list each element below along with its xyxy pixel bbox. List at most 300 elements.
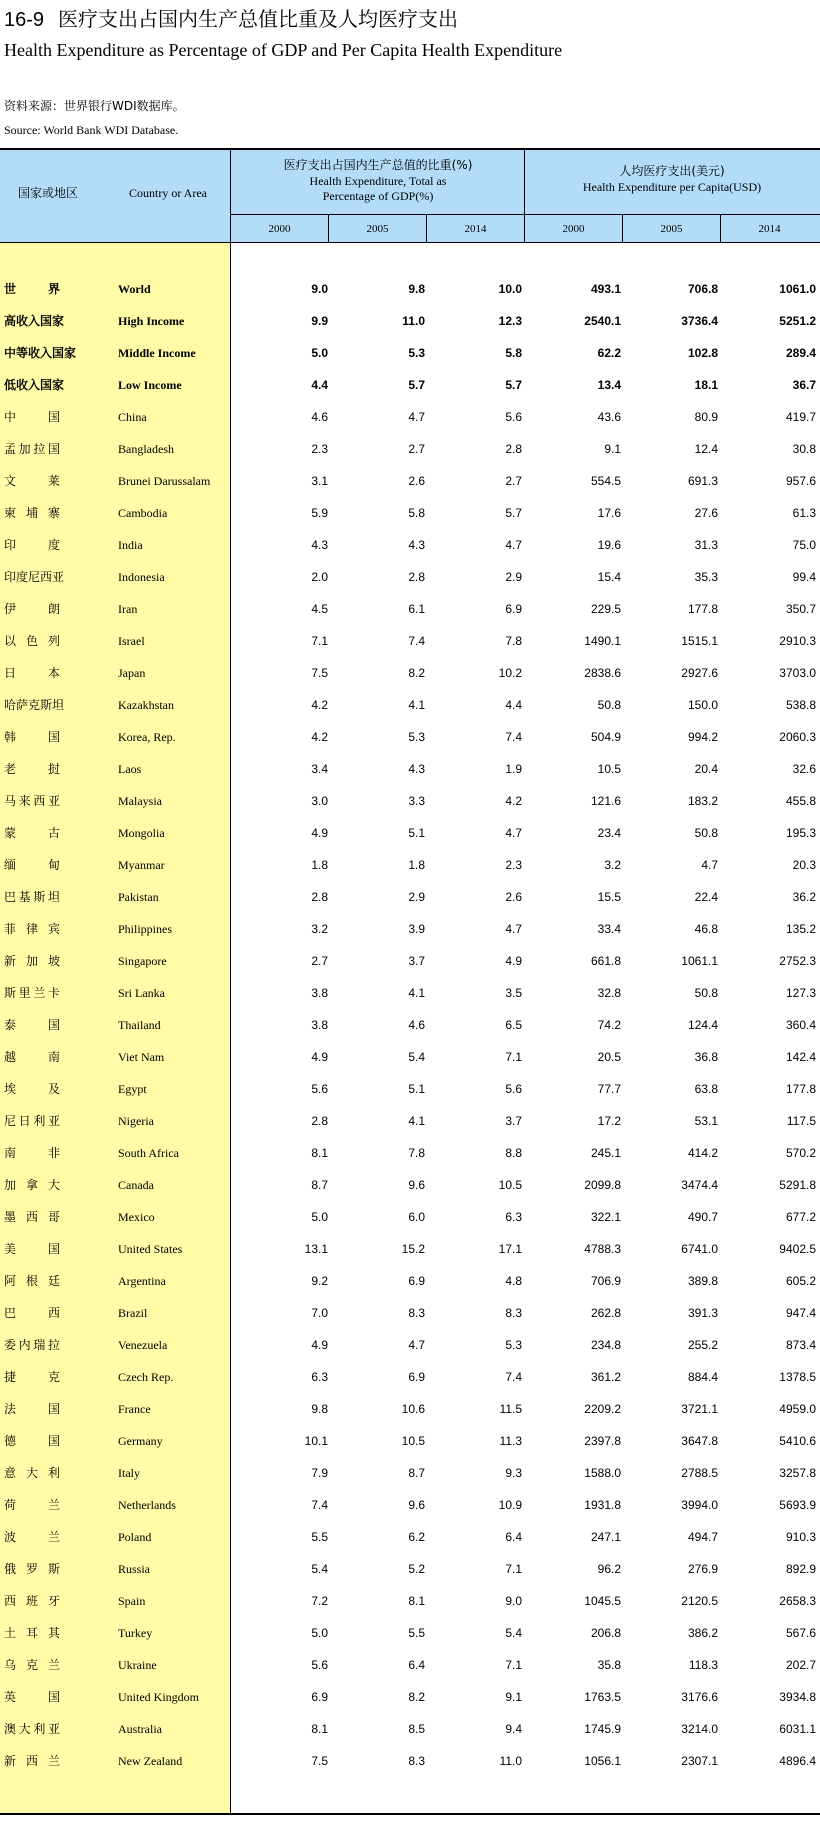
row-value: 2.0 bbox=[311, 570, 328, 584]
row-value: 135.2 bbox=[785, 922, 816, 936]
row-value: 7.4 bbox=[408, 634, 425, 648]
row-value: 8.2 bbox=[408, 666, 425, 680]
row-value: 35.8 bbox=[597, 1658, 621, 1672]
row-value: 7.8 bbox=[505, 634, 522, 648]
row-value: 6.4 bbox=[505, 1530, 522, 1544]
table-body bbox=[0, 273, 820, 1777]
row-value: 6.1 bbox=[408, 602, 425, 616]
table-bottom-rule bbox=[0, 1813, 820, 1815]
row-value: 206.8 bbox=[590, 1626, 621, 1640]
row-value: 994.2 bbox=[687, 730, 718, 744]
row-value: 3.7 bbox=[408, 954, 425, 968]
row-value: 150.0 bbox=[687, 698, 718, 712]
table-row bbox=[0, 1073, 820, 1105]
table-row bbox=[0, 1393, 820, 1425]
row-value: 605.2 bbox=[785, 1274, 816, 1288]
row-value: 1588.0 bbox=[584, 1466, 621, 1480]
row-value: 17.1 bbox=[498, 1242, 522, 1256]
row-region-en: Middle Income bbox=[118, 346, 196, 360]
row-value: 262.8 bbox=[590, 1306, 621, 1320]
row-region-en: Kazakhstan bbox=[118, 698, 174, 712]
row-region-en: United Kingdom bbox=[118, 1690, 199, 1704]
row-value: 3.9 bbox=[408, 922, 425, 936]
title-cn-text: 医疗支出占国内生产总值比重及人均医疗支出 bbox=[58, 7, 459, 31]
row-region-en: Italy bbox=[118, 1466, 140, 1480]
row-value: 5.8 bbox=[408, 506, 425, 520]
row-value: 5.6 bbox=[311, 1082, 328, 1096]
row-value: 706.8 bbox=[687, 282, 718, 296]
table-row bbox=[0, 721, 820, 753]
row-value: 4.6 bbox=[408, 1018, 425, 1032]
header-group1-en-line1: Health Expenditure, Total as bbox=[309, 174, 447, 188]
row-value: 46.8 bbox=[694, 922, 718, 936]
row-value: 13.1 bbox=[304, 1242, 328, 1256]
row-value: 276.9 bbox=[687, 1562, 718, 1576]
row-value: 3.1 bbox=[311, 474, 328, 488]
row-value: 7.4 bbox=[505, 1370, 522, 1384]
row-value: 20.5 bbox=[597, 1050, 621, 1064]
page-title-cn bbox=[4, 6, 458, 33]
row-value: 3.0 bbox=[311, 794, 328, 808]
row-region-en: Canada bbox=[118, 1178, 154, 1192]
table-row bbox=[0, 913, 820, 945]
row-value: 1763.5 bbox=[584, 1690, 621, 1704]
row-value: 2397.8 bbox=[584, 1434, 621, 1448]
row-value: 4.2 bbox=[311, 698, 328, 712]
row-region-en: High Income bbox=[118, 314, 185, 328]
row-value: 322.1 bbox=[590, 1210, 621, 1224]
table-row bbox=[0, 1521, 820, 1553]
row-region-en: Iran bbox=[118, 602, 138, 616]
row-value: 873.4 bbox=[785, 1338, 816, 1352]
row-value: 9402.5 bbox=[779, 1242, 816, 1256]
row-value: 9.3 bbox=[505, 1466, 522, 1480]
row-value: 661.8 bbox=[590, 954, 621, 968]
row-value: 4.3 bbox=[408, 762, 425, 776]
table-row bbox=[0, 1297, 820, 1329]
table-row bbox=[0, 1041, 820, 1073]
row-value: 3703.0 bbox=[779, 666, 816, 680]
row-value: 7.4 bbox=[505, 730, 522, 744]
row-region-en: Czech Rep. bbox=[118, 1370, 174, 1384]
row-value: 6.9 bbox=[408, 1370, 425, 1384]
table-row bbox=[0, 1009, 820, 1041]
row-value: 4.8 bbox=[505, 1274, 522, 1288]
row-value: 36.2 bbox=[792, 890, 816, 904]
row-value: 2.8 bbox=[408, 570, 425, 584]
row-value: 3.5 bbox=[505, 986, 522, 1000]
row-region-en: Philippines bbox=[118, 922, 173, 936]
header-region-en: Country or Area bbox=[129, 186, 207, 200]
row-value: 6.0 bbox=[408, 1210, 425, 1224]
row-region-cn: 俄罗斯 bbox=[4, 1562, 60, 1576]
row-value: 5.7 bbox=[505, 506, 522, 520]
year-header: 2014 bbox=[758, 223, 781, 235]
row-region-en: Singapore bbox=[118, 954, 167, 968]
row-region-en: Nigeria bbox=[118, 1114, 154, 1128]
row-value: 7.1 bbox=[311, 634, 328, 648]
row-value: 2307.1 bbox=[681, 1754, 718, 1768]
table-row bbox=[0, 625, 820, 657]
row-value: 494.7 bbox=[687, 1530, 718, 1544]
row-region-cn: 日本 bbox=[4, 666, 60, 680]
row-value: 4.1 bbox=[408, 698, 425, 712]
row-value: 6.3 bbox=[505, 1210, 522, 1224]
row-region-en: Netherlands bbox=[118, 1498, 176, 1512]
year-header: 2000 bbox=[268, 223, 291, 235]
row-value: 3474.4 bbox=[681, 1178, 718, 1192]
row-value: 8.2 bbox=[408, 1690, 425, 1704]
row-value: 455.8 bbox=[785, 794, 816, 808]
row-value: 96.2 bbox=[597, 1562, 621, 1576]
row-value: 183.2 bbox=[687, 794, 718, 808]
row-region-cn: 印度 bbox=[4, 538, 60, 552]
row-region-en: Australia bbox=[118, 1722, 162, 1736]
row-value: 118.3 bbox=[688, 1658, 718, 1672]
header-region-cn: 国家或地区 bbox=[17, 186, 78, 200]
row-value: 7.9 bbox=[311, 1466, 328, 1480]
row-value: 36.7 bbox=[792, 378, 816, 392]
row-value: 3.4 bbox=[311, 762, 328, 776]
row-region-cn: 哈萨克斯坦 bbox=[4, 698, 65, 712]
row-value: 3.8 bbox=[311, 1018, 328, 1032]
header-group2-en: Health Expenditure per Capita(USD) bbox=[582, 180, 762, 194]
table-row bbox=[0, 401, 820, 433]
row-region-cn: 世界 bbox=[4, 282, 60, 296]
row-value: 1.8 bbox=[311, 858, 328, 872]
row-value: 1061.1 bbox=[681, 954, 718, 968]
table-row bbox=[0, 1361, 820, 1393]
row-value: 4.3 bbox=[311, 538, 328, 552]
row-region-en: Japan bbox=[118, 666, 146, 680]
row-value: 9.2 bbox=[311, 1274, 328, 1288]
row-value: 10.5 bbox=[401, 1434, 425, 1448]
row-value: 350.7 bbox=[785, 602, 816, 616]
row-region-cn: 菲律宾 bbox=[4, 922, 60, 936]
row-value: 12.4 bbox=[694, 442, 718, 456]
row-value: 53.1 bbox=[694, 1114, 718, 1128]
row-value: 1061.0 bbox=[779, 282, 816, 296]
row-value: 2658.3 bbox=[779, 1594, 816, 1608]
row-region-cn: 文莱 bbox=[4, 474, 60, 488]
row-value: 8.7 bbox=[408, 1466, 425, 1480]
row-value: 570.2 bbox=[785, 1146, 816, 1160]
row-region-cn: 低收入国家 bbox=[4, 378, 65, 392]
row-value: 8.3 bbox=[408, 1306, 425, 1320]
table-row bbox=[0, 561, 820, 593]
row-region-cn: 巴西 bbox=[4, 1306, 60, 1320]
row-value: 8.1 bbox=[408, 1594, 425, 1608]
row-region-cn: 德国 bbox=[4, 1434, 60, 1448]
row-region-cn: 巴基斯坦 bbox=[4, 890, 60, 904]
row-value: 9.1 bbox=[505, 1690, 522, 1704]
table-row bbox=[0, 817, 820, 849]
row-region-cn: 孟加拉国 bbox=[4, 442, 60, 456]
row-value: 6.9 bbox=[408, 1274, 425, 1288]
row-value: 15.4 bbox=[597, 570, 621, 584]
row-value: 5.5 bbox=[311, 1530, 328, 1544]
row-region-cn: 蒙古 bbox=[4, 826, 60, 840]
row-value: 127.3 bbox=[785, 986, 816, 1000]
header-group1-en-line2: Percentage of GDP(%) bbox=[322, 189, 434, 203]
row-value: 10.0 bbox=[498, 282, 522, 296]
row-value: 910.3 bbox=[785, 1530, 816, 1544]
table-row bbox=[0, 337, 820, 369]
row-region-cn: 尼日利亚 bbox=[4, 1114, 60, 1128]
table-row bbox=[0, 1265, 820, 1297]
row-value: 2120.5 bbox=[681, 1594, 718, 1608]
table-row bbox=[0, 433, 820, 465]
row-value: 50.8 bbox=[694, 986, 718, 1000]
row-value: 493.1 bbox=[590, 282, 621, 296]
row-value: 6741.0 bbox=[681, 1242, 718, 1256]
row-value: 2.6 bbox=[505, 890, 522, 904]
row-value: 74.2 bbox=[597, 1018, 621, 1032]
row-region-cn: 高收入国家 bbox=[4, 314, 65, 328]
row-value: 8.3 bbox=[505, 1306, 522, 1320]
row-value: 1.9 bbox=[505, 762, 522, 776]
page-title-en: Health Expenditure as Percentage of GDP and Per Capita Health Expenditure bbox=[4, 40, 563, 60]
table-row bbox=[0, 1649, 820, 1681]
table-row bbox=[0, 369, 820, 401]
table-row bbox=[0, 497, 820, 529]
table-row bbox=[0, 1585, 820, 1617]
row-region-cn: 韩国 bbox=[4, 730, 60, 744]
row-value: 5.8 bbox=[505, 346, 522, 360]
row-value: 5.9 bbox=[311, 506, 328, 520]
source-note-en: Source: World Bank WDI Database. bbox=[4, 123, 179, 137]
row-value: 4.2 bbox=[505, 794, 522, 808]
row-region-cn: 墨西哥 bbox=[4, 1210, 60, 1224]
row-region-cn: 阿根廷 bbox=[4, 1274, 60, 1288]
row-value: 5291.8 bbox=[779, 1178, 816, 1192]
row-region-cn: 新加坡 bbox=[4, 954, 60, 968]
row-value: 2927.6 bbox=[681, 666, 718, 680]
row-region-cn: 捷克 bbox=[4, 1370, 60, 1384]
row-value: 6.2 bbox=[408, 1530, 425, 1544]
row-value: 2910.3 bbox=[779, 634, 816, 648]
table-row bbox=[0, 1745, 820, 1777]
row-region-cn: 斯里兰卡 bbox=[4, 986, 60, 1000]
row-region-cn: 老挝 bbox=[4, 762, 60, 776]
row-region-en: Venezuela bbox=[118, 1338, 168, 1352]
row-value: 1045.5 bbox=[584, 1594, 621, 1608]
row-value: 3.3 bbox=[408, 794, 425, 808]
row-value: 677.2 bbox=[785, 1210, 816, 1224]
header-group1-cn: 医疗支出占国内生产总值的比重(%) bbox=[283, 158, 473, 172]
row-value: 2.9 bbox=[408, 890, 425, 904]
row-region-cn: 埃及 bbox=[4, 1082, 60, 1096]
row-region-en: Turkey bbox=[118, 1626, 153, 1640]
table-row bbox=[0, 785, 820, 817]
row-value: 4959.0 bbox=[779, 1402, 816, 1416]
row-value: 9.6 bbox=[408, 1498, 425, 1512]
table-row bbox=[0, 1425, 820, 1457]
row-value: 121.6 bbox=[590, 794, 621, 808]
row-region-en: Egypt bbox=[118, 1082, 147, 1096]
row-value: 3.8 bbox=[311, 986, 328, 1000]
row-value: 32.8 bbox=[597, 986, 621, 1000]
row-value: 3721.1 bbox=[681, 1402, 718, 1416]
header-group2-cn: 人均医疗支出(美元) bbox=[619, 164, 725, 178]
table-row bbox=[0, 945, 820, 977]
row-value: 947.4 bbox=[785, 1306, 816, 1320]
row-value: 255.2 bbox=[687, 1338, 718, 1352]
row-value: 5.6 bbox=[505, 1082, 522, 1096]
row-value: 3176.6 bbox=[681, 1690, 718, 1704]
row-value: 4.9 bbox=[505, 954, 522, 968]
row-value: 10.9 bbox=[498, 1498, 522, 1512]
row-value: 247.1 bbox=[590, 1530, 621, 1544]
row-value: 63.8 bbox=[694, 1082, 718, 1096]
row-region-en: World bbox=[118, 282, 151, 296]
row-region-cn: 英国 bbox=[4, 1690, 60, 1704]
row-value: 8.7 bbox=[311, 1178, 328, 1192]
table-row bbox=[0, 593, 820, 625]
row-region-en: Korea, Rep. bbox=[118, 730, 176, 744]
row-value: 4.7 bbox=[701, 858, 718, 872]
row-value: 245.1 bbox=[590, 1146, 621, 1160]
row-value: 8.5 bbox=[408, 1722, 425, 1736]
row-region-en: Brunei Darussalam bbox=[118, 474, 211, 488]
row-value: 117.5 bbox=[786, 1114, 816, 1128]
row-value: 4788.3 bbox=[584, 1242, 621, 1256]
row-value: 10.1 bbox=[304, 1434, 328, 1448]
row-value: 5693.9 bbox=[779, 1498, 816, 1512]
table-row bbox=[0, 529, 820, 561]
row-value: 957.6 bbox=[785, 474, 816, 488]
row-region-cn: 西班牙 bbox=[4, 1594, 60, 1608]
row-value: 7.0 bbox=[311, 1306, 328, 1320]
row-value: 11.5 bbox=[499, 1402, 522, 1416]
row-value: 10.6 bbox=[401, 1402, 425, 1416]
row-value: 3.2 bbox=[604, 858, 621, 872]
row-region-cn: 波兰 bbox=[4, 1530, 60, 1544]
row-value: 8.8 bbox=[505, 1146, 522, 1160]
row-value: 4.2 bbox=[311, 730, 328, 744]
row-value: 27.6 bbox=[694, 506, 718, 520]
row-value: 5.6 bbox=[505, 410, 522, 424]
row-region-en: Poland bbox=[118, 1530, 152, 1544]
row-region-en: Sri Lanka bbox=[118, 986, 165, 1000]
row-value: 554.5 bbox=[590, 474, 621, 488]
row-region-en: Viet Nam bbox=[118, 1050, 165, 1064]
row-value: 4.7 bbox=[408, 1338, 425, 1352]
row-value: 43.6 bbox=[597, 410, 621, 424]
row-value: 7.5 bbox=[311, 666, 328, 680]
row-value: 75.0 bbox=[792, 538, 816, 552]
row-value: 892.9 bbox=[785, 1562, 816, 1576]
row-value: 9.0 bbox=[311, 282, 328, 296]
row-value: 3257.8 bbox=[779, 1466, 816, 1480]
row-region-cn: 印度尼西亚 bbox=[4, 570, 65, 584]
row-region-en: Ukraine bbox=[118, 1658, 157, 1672]
row-region-cn: 土耳其 bbox=[4, 1626, 60, 1640]
row-value: 4.9 bbox=[311, 826, 328, 840]
row-value: 7.4 bbox=[311, 1498, 328, 1512]
row-value: 6.9 bbox=[505, 602, 522, 616]
row-value: 6.9 bbox=[311, 1690, 328, 1704]
row-value: 20.3 bbox=[792, 858, 816, 872]
row-value: 18.1 bbox=[694, 378, 718, 392]
row-value: 4.4 bbox=[311, 378, 328, 392]
table-row bbox=[0, 1137, 820, 1169]
table-row bbox=[0, 1489, 820, 1521]
row-region-en: Indonesia bbox=[118, 570, 165, 584]
row-value: 234.8 bbox=[590, 1338, 621, 1352]
row-region-cn: 南非 bbox=[4, 1146, 60, 1160]
table-row bbox=[0, 1713, 820, 1745]
row-value: 7.8 bbox=[408, 1146, 425, 1160]
row-value: 5410.6 bbox=[779, 1434, 816, 1448]
row-value: 4.3 bbox=[408, 538, 425, 552]
row-value: 5.3 bbox=[505, 1338, 522, 1352]
row-region-en: Russia bbox=[118, 1562, 151, 1576]
row-region-cn: 伊朗 bbox=[4, 602, 60, 616]
row-value: 229.5 bbox=[590, 602, 621, 616]
row-region-en: Israel bbox=[118, 634, 145, 648]
row-value: 33.4 bbox=[597, 922, 621, 936]
row-value: 4.9 bbox=[311, 1050, 328, 1064]
row-value: 2099.8 bbox=[584, 1178, 621, 1192]
row-value: 17.2 bbox=[597, 1114, 621, 1128]
row-value: 50.8 bbox=[694, 826, 718, 840]
row-value: 12.3 bbox=[498, 314, 522, 328]
row-region-en: Argentina bbox=[118, 1274, 166, 1288]
row-value: 490.7 bbox=[687, 1210, 718, 1224]
row-value: 2.8 bbox=[505, 442, 522, 456]
row-value: 1056.1 bbox=[584, 1754, 621, 1768]
row-value: 691.3 bbox=[687, 474, 718, 488]
row-value: 5.4 bbox=[505, 1626, 522, 1640]
row-value: 2540.1 bbox=[584, 314, 621, 328]
row-value: 6.5 bbox=[505, 1018, 522, 1032]
row-value: 5.3 bbox=[408, 346, 425, 360]
row-value: 9.0 bbox=[505, 1594, 522, 1608]
row-value: 35.3 bbox=[694, 570, 718, 584]
row-region-cn: 乌克兰 bbox=[4, 1658, 60, 1672]
row-value: 99.4 bbox=[792, 570, 816, 584]
row-value: 5.1 bbox=[408, 826, 425, 840]
row-value: 391.3 bbox=[687, 1306, 718, 1320]
row-region-en: Brazil bbox=[118, 1306, 148, 1320]
row-value: 1745.9 bbox=[584, 1722, 621, 1736]
row-value: 4.7 bbox=[505, 538, 522, 552]
table-row bbox=[0, 977, 820, 1009]
row-value: 5.7 bbox=[408, 378, 425, 392]
table-row bbox=[0, 1169, 820, 1201]
row-value: 9.6 bbox=[408, 1178, 425, 1192]
row-value: 5.7 bbox=[505, 378, 522, 392]
row-value: 3214.0 bbox=[681, 1722, 718, 1736]
row-region-cn: 越南 bbox=[4, 1050, 60, 1064]
row-region-en: Mongolia bbox=[118, 826, 165, 840]
row-value: 2209.2 bbox=[584, 1402, 621, 1416]
row-value: 15.2 bbox=[401, 1242, 425, 1256]
row-value: 80.9 bbox=[694, 410, 718, 424]
row-region-cn: 委内瑞拉 bbox=[4, 1338, 60, 1352]
row-value: 289.4 bbox=[785, 346, 816, 360]
row-value: 36.8 bbox=[694, 1050, 718, 1064]
row-value: 5.5 bbox=[408, 1626, 425, 1640]
row-region-cn: 马来西亚 bbox=[4, 794, 60, 808]
row-value: 17.6 bbox=[597, 506, 621, 520]
row-value: 538.8 bbox=[785, 698, 816, 712]
table-row bbox=[0, 273, 820, 305]
year-header: 2005 bbox=[366, 223, 389, 235]
row-value: 20.4 bbox=[694, 762, 718, 776]
row-region-en: Cambodia bbox=[118, 506, 168, 520]
